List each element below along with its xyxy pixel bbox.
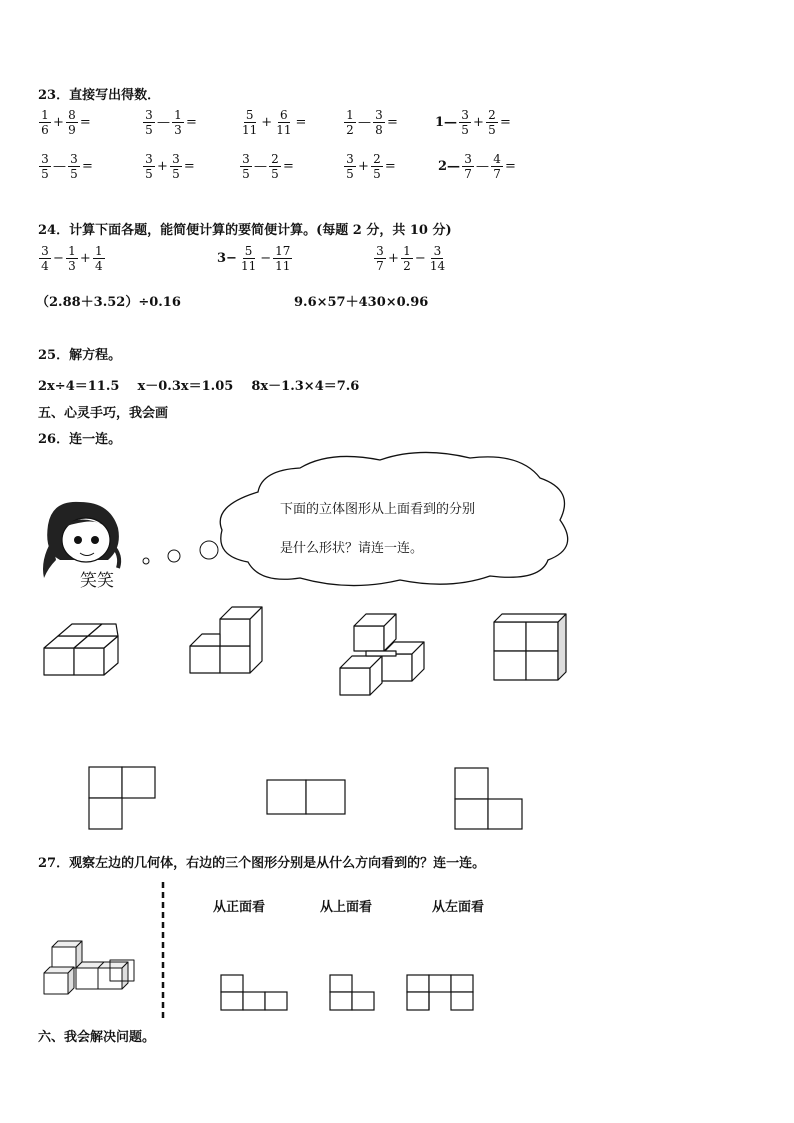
denominator: 5 — [242, 167, 250, 181]
numerator: 5 — [243, 244, 255, 259]
q23-row2-item — [38, 152, 94, 181]
operator: + — [157, 159, 168, 174]
fraction — [170, 152, 182, 181]
numerator: 3 — [68, 152, 80, 167]
denominator: 11 — [242, 123, 258, 137]
fraction — [143, 108, 155, 137]
q23-row2-item — [343, 152, 397, 181]
numerator: 2 — [269, 152, 281, 167]
operator: — — [53, 159, 66, 174]
operator: — — [476, 159, 490, 174]
numerator: 3 — [373, 108, 385, 123]
fraction — [428, 244, 447, 273]
denominator: 3 — [68, 259, 76, 273]
denominator: 2 — [346, 123, 354, 137]
q24-expression-3 — [373, 244, 448, 273]
numerator: 4 — [491, 152, 503, 167]
denominator: 14 — [429, 259, 446, 273]
fraction — [273, 244, 292, 273]
numerator: 3 — [431, 244, 443, 259]
numerator: 1 — [66, 244, 78, 259]
numerator: 3 — [39, 152, 51, 167]
numerator: 3 — [143, 152, 155, 167]
numerator: 6 — [278, 108, 290, 123]
numerator: 3 — [143, 108, 155, 123]
operator: — — [157, 115, 170, 130]
fraction — [172, 108, 184, 137]
section-5-heading: 五、心灵手巧，我会画 — [38, 406, 169, 421]
fraction — [240, 108, 259, 137]
q23-row2-item — [437, 152, 517, 181]
denominator: 11 — [275, 259, 291, 273]
q24-expression-1 — [38, 244, 106, 273]
numerator: 1 — [172, 108, 184, 123]
q24-expression-4: （2.88＋3.52）÷0.16 — [36, 295, 181, 310]
view-label-left: 从左面看 — [432, 900, 485, 915]
denominator: 7 — [464, 167, 472, 181]
fraction — [373, 108, 385, 137]
equals-sign: = — [499, 115, 511, 130]
numerator: 1 — [401, 244, 413, 259]
numerator: 3 — [459, 108, 471, 123]
denominator: 5 — [145, 167, 153, 181]
denominator: 4 — [94, 259, 103, 273]
denominator: 7 — [493, 167, 501, 181]
numerator: 3 — [39, 244, 51, 259]
bubble-text-line-2: 是什么形状？请连一连。 — [280, 541, 424, 556]
fraction — [274, 108, 293, 137]
denominator: 7 — [376, 259, 384, 273]
denominator: 5 — [70, 167, 78, 181]
fraction — [371, 152, 383, 181]
denominator: 6 — [41, 123, 49, 137]
operator: − — [414, 251, 426, 266]
denominator: 5 — [373, 167, 381, 181]
q23-row1-item — [343, 108, 399, 137]
equals-sign: = — [387, 115, 398, 130]
view-label-top: 从上面看 — [320, 900, 373, 915]
denominator: 5 — [461, 123, 469, 137]
q27-view-shape-3 — [407, 975, 473, 1010]
equals-sign: = — [79, 115, 91, 130]
fraction — [462, 152, 474, 181]
numerator: 3 — [462, 152, 474, 167]
denominator: 5 — [172, 167, 180, 181]
equals-sign: = — [384, 159, 396, 174]
fraction — [401, 244, 413, 273]
fraction — [269, 152, 281, 181]
q25-equations: 2x÷4＝11.5 x－0.3x＝1.05 8x－1.3×4＝7.6 — [38, 379, 360, 394]
denominator: 11 — [240, 259, 257, 273]
operator: + — [261, 115, 273, 130]
denominator: 5 — [346, 167, 354, 181]
denominator: 11 — [276, 123, 292, 137]
numerator: 1 — [93, 244, 105, 259]
q27-view-shape-2 — [330, 975, 374, 1010]
q27-view-shape-1 — [221, 975, 287, 1010]
section-6-heading: 六、我会解决问题。 — [38, 1030, 156, 1045]
q23-row1-item — [434, 108, 512, 137]
operator: — — [254, 159, 267, 174]
operator: + — [53, 115, 64, 130]
fraction — [39, 152, 51, 181]
lead-term: 2— — [438, 159, 461, 174]
operator: + — [79, 251, 91, 266]
equals-sign: = — [295, 115, 307, 130]
q23-row1-item — [38, 108, 92, 137]
q24-title: 24．计算下面各题，能简便计算的要简便计算。(每题 2 分，共 10 分) — [38, 223, 452, 238]
numerator: 3 — [344, 152, 356, 167]
operator: − — [53, 251, 64, 266]
fraction — [459, 108, 471, 137]
numerator: 3 — [170, 152, 182, 167]
numerator: 17 — [275, 244, 291, 258]
q23-row2-item — [239, 152, 295, 181]
fraction — [143, 152, 155, 181]
q27-solid-figure — [44, 941, 134, 994]
fraction — [240, 152, 252, 181]
q25-title: 25．解方程。 — [38, 348, 122, 363]
equals-sign: = — [186, 115, 197, 130]
equals-sign: = — [82, 159, 93, 174]
lead-term: 1— — [435, 115, 458, 130]
q23-row1-item — [239, 108, 307, 137]
character-name-label: 笑笑 — [80, 571, 114, 591]
numerator: 1 — [344, 108, 356, 123]
fraction — [93, 244, 105, 273]
numerator: 2 — [371, 152, 383, 167]
denominator: 4 — [41, 259, 49, 273]
bubble-text-line-1: 下面的立体图形从上面看到的分别 — [280, 502, 476, 517]
fraction — [344, 152, 356, 181]
denominator: 5 — [488, 123, 496, 137]
denominator: 3 — [174, 123, 182, 137]
view-label-front: 从正面看 — [213, 900, 266, 915]
numerator: 3 — [240, 152, 252, 167]
fraction — [239, 244, 258, 273]
operator: — — [358, 115, 371, 130]
q24-expression-2 — [216, 244, 293, 273]
denominator: 9 — [68, 123, 76, 137]
equals-sign: = — [505, 159, 516, 174]
numerator: 2 — [486, 108, 498, 123]
fraction — [374, 244, 386, 273]
lead-term: 3− — [217, 251, 237, 266]
operator: + — [473, 115, 484, 130]
operator: − — [260, 251, 272, 266]
q24-expression-5: 9.6×57＋430×0.96 — [294, 295, 429, 310]
fraction — [39, 244, 51, 273]
fraction — [66, 108, 78, 137]
operator: + — [358, 159, 369, 174]
denominator: 8 — [375, 123, 383, 137]
fraction — [39, 108, 51, 137]
denominator: 5 — [271, 167, 279, 181]
q23-title: 23．直接写出得数． — [38, 88, 161, 103]
operator: + — [388, 251, 399, 266]
denominator: 5 — [41, 167, 49, 181]
q23-row2-item — [142, 152, 196, 181]
numerator: 5 — [244, 108, 256, 123]
fraction — [491, 152, 503, 181]
equals-sign: = — [283, 159, 294, 174]
fraction — [68, 152, 80, 181]
numerator: 3 — [374, 244, 386, 259]
q27-title: 27．观察左边的几何体，右边的三个图形分别是从什么方向看到的？连一连。 — [38, 856, 486, 871]
q23-row1-item — [142, 108, 198, 137]
denominator: 5 — [145, 123, 153, 137]
numerator: 8 — [66, 108, 78, 123]
q26-title: 26．连一连。 — [38, 432, 122, 447]
fraction — [486, 108, 498, 137]
denominator: 2 — [403, 259, 411, 273]
fraction — [66, 244, 78, 273]
numerator: 1 — [39, 108, 51, 123]
equals-sign: = — [183, 159, 195, 174]
fraction — [344, 108, 356, 137]
